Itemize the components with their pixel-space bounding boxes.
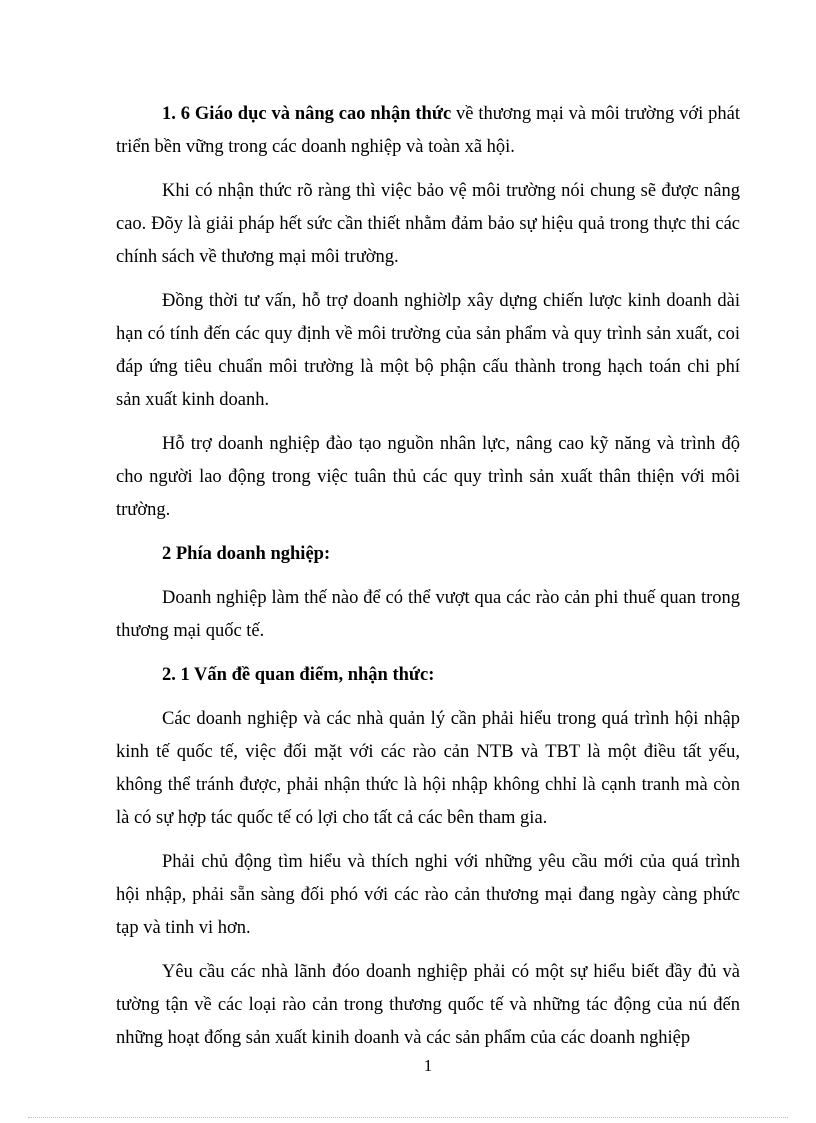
section-heading-1-6: 1. 6 Giáo dục và nâng cao nhận thức — [162, 104, 452, 124]
paragraph-training: Hỗ trợ doanh nghiệp đào tạo nguồn nhân lực, nâng cao kỹ năng và trình độ cho người lao động trong việc tuân thủ các quy trình sản xuất thân thiện với môi trường. — [116, 434, 740, 520]
section-heading-2: 2 Phía doanh nghiệp: — [162, 544, 331, 564]
paragraph-leader-requirements: Yêu cầu các nhà lãnh đóo doanh nghiệp phải có một sự hiểu biết đầy đủ và tường tận về các loại rào cản trong thương quốc tế và những tác động của nú đến những hoạt đống sản xuất kinih doanh và các sản phẩm của các doanh nghiệp — [116, 962, 740, 1048]
section-heading-2-1: 2. 1 Vấn đề quan điểm, nhận thức: — [162, 665, 435, 685]
paragraph-overcome-barriers: Doanh nghiệp làm thế nào để có thể vượt qua các rào cản phi thuế quan trong thương mại quốc tế. — [116, 588, 740, 641]
paragraph-text: về thương mại và môi trường với phát triển bền vững trong các doanh nghiệp và toàn xã hội. — [116, 104, 740, 157]
page-number: 1 — [423, 1056, 433, 1075]
page-body — [116, 98, 740, 1066]
paragraph-managers-understanding: Các doanh nghiệp và các nhà quản lý cần phải hiểu trong quá trình hội nhập kinh tế quốc tế, việc đối mặt với các rào cản NTB và TBT là một điều tất yếu, không thể tránh được, phải nhận thức là hội nhập không chhỉ là cạnh tranh mà còn là có sự hợp tác quốc tế có lợi cho tất cả các bên tham gia. — [116, 709, 740, 828]
paragraph-consulting: Đồng thời tư vấn, hỗ trợ doanh nghiờlp xây dựng chiến lược kinh doanh dài hạn có tính đến các quy định về môi trường của sản phẩm và quy trình sản xuất, coi đáp ứng tiêu chuẩn môi trường là một bộ phận cấu thành trong hạch toán chi phí sản xuất kinh doanh. — [116, 291, 740, 410]
paragraph-awareness: Khi có nhận thức rõ ràng thì việc bảo vệ môi trường nói chung sẽ được nâng cao. Đõy là giải pháp hết sức cần thiết nhằm đảm bảo sự hiệu quả trong thực thi các chính sách về thương mại môi trường. — [116, 181, 740, 267]
page-bottom-divider — [28, 1117, 788, 1118]
paragraph-proactive-adaptation: Phải chủ động tìm hiểu và thích nghi với những yêu cầu mới của quá trình hội nhập, phải sẵn sàng đối phó với các rào cản thương mại đang ngày càng phức tạp và tinh vi hơn. — [116, 852, 740, 938]
paragraph-1-6-education — [116, 98, 740, 164]
